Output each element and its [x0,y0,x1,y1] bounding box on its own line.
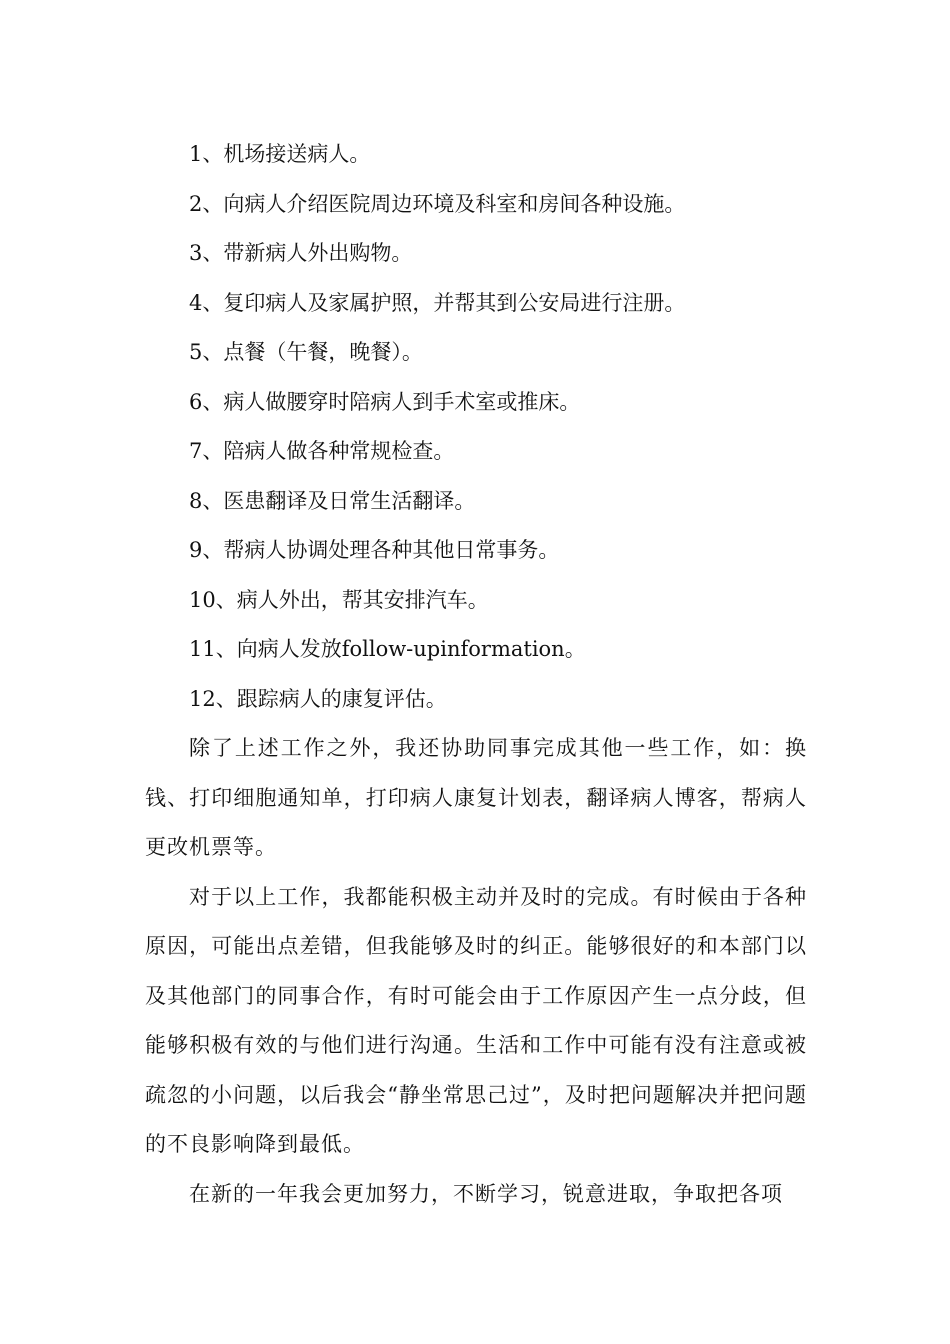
list-item: 10、病人外出，帮其安排汽车。 [189,587,489,612]
paragraph-new-year: 在新的一年我会更加努力，不断学习，锐意进取，争取把各项 [189,1181,783,1206]
list-item: 1、机场接送病人。 [189,142,371,166]
list-item: 2、向病人介绍医院周边环境及科室和房间各种设施。 [189,191,686,216]
list-item: 6、病人做腰穿时陪病人到手术室或推床。 [189,389,581,414]
list-item: 7、陪病人做各种常规检查。 [189,439,455,463]
paragraph-other-work: 除了上述工作之外，我还协助同事完成其他一些工作，如：换钱、打印细胞通知单，打印病人康复计划表，翻译病人博客，帮病人更改机票等。 [145,736,807,859]
duty-list [145,130,807,724]
list-item: 9、帮病人协调处理各种其他日常事务。 [189,538,560,562]
list-item: 12、跟踪病人的康复评估。 [189,686,447,711]
list-item: 5、点餐（午餐，晚餐）。 [189,340,423,364]
list-item: 11、向病人发放follow-upinformation。 [189,637,586,661]
list-item: 3、带新病人外出购物。 [189,241,413,265]
list-item: 8、医患翻译及日常生活翻译。 [189,488,476,513]
document-page [145,130,807,1219]
list-item: 4、复印病人及家属护照，并帮其到公安局进行注册。 [189,290,686,315]
paragraph-self-review: 对于以上工作，我都能积极主动并及时的完成。有时候由于各种原因，可能出点差错，但我能够及时的纠正。能够很好的和本部门以及其他部门的同事合作，有时可能会由于工作原因产生一点分歧，但能够积极有效的与他们进行沟通。生活和工作中可能有没有注意或被疏忽的小问题，以后我会“静坐常思己过”，及时把问题解决并把问题的不良影响降到最低。 [145,884,807,1156]
